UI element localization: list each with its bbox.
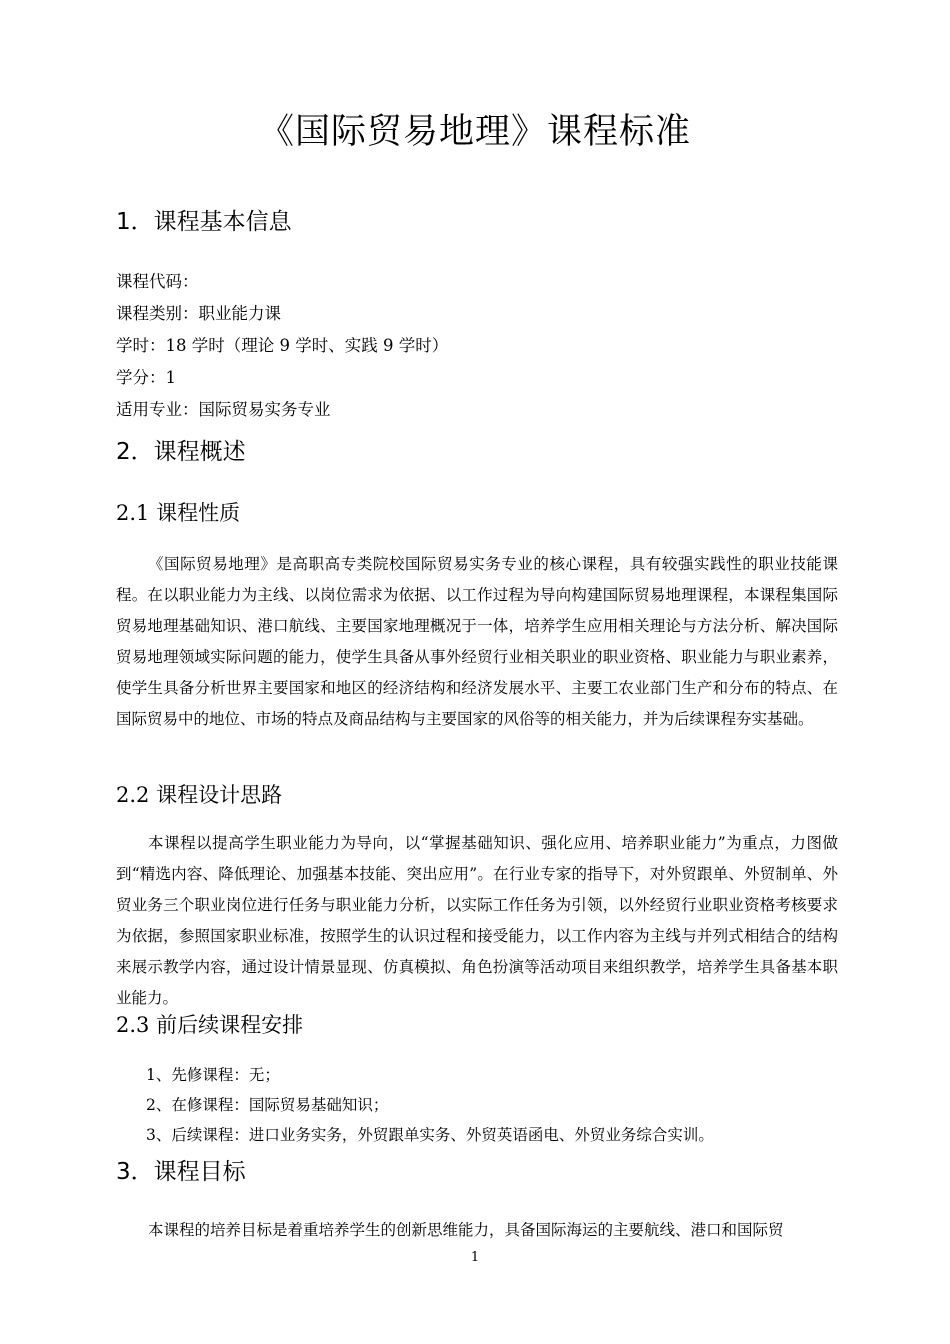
course-code-line: 课程代码： [116,272,199,291]
section-3-paragraph: 本课程的培养目标是着重培养学生的创新思维能力，具备国际海运的主要航线、港口和国际贸 [148,1221,784,1239]
course-basic-info [116,266,836,426]
section-2-1-paragraph: 《国际贸易地理》是高职高专类院校国际贸易实务专业的核心课程，具有较强实践性的职业技能课程。在以职业能力为主线、以岗位需求为依据、以工作过程为导向构建国际贸易地理课程，本课程集国际贸易地理基础知识、港口航线、主要国家地理概况于一体，培养学生应用相关理论与方法分析、解决国际贸易地理领域实际问题的能力，使学生具备从事外经贸行业相关职业的职业资格、职业能力与职业素养，使学生具备分析世界主要国家和地区的经济结构和经济发展水平、主要工农业部门生产和分布的特点、在国际贸易中的地位、市场的特点及商品结构与主要国家的风俗等的相关能力，并为后续课程夯实基础。 [116,555,838,728]
course-category-line: 课程类别：职业能力课 [116,304,281,323]
section-1-heading: 1．课程基本信息 [116,209,292,235]
section-2-heading: 2．课程概述 [116,439,246,465]
document-title: 《国际贸易地理》课程标准 [258,112,691,152]
list-item: 3、后续课程：进口业务实务，外贸跟单实务、外贸英语函电、外贸业务综合实训。 [146,1126,714,1144]
section-3-heading: 3．课程目标 [116,1159,246,1185]
course-major-line: 适用专业：国际贸易实务专业 [116,400,331,419]
course-credits-line: 学分：1 [116,368,176,387]
course-hours-line: 学时：18 学时（理论 9 学时、实践 9 学时） [116,336,449,355]
page-number: 1 [470,1250,480,1265]
prerequisite-course-list [146,1060,846,1150]
section-2-2-paragraph: 本课程以提高学生职业能力为导向，以“掌握基础知识、强化应用、培养职业能力”为重点，力图做到“精选内容、降低理论、加强基本技能、突出应用”。在行业专家的指导下，对外贸跟单、外贸制单、外贸业务三个职业岗位进行任务与职业能力分析，以实际工作任务为引领，以外经贸行业职业资格考核要求为依据，参照国家职业标准，按照学生的认识过程和接受能力，以工作内容为主线与并列式相结合的结构来展示教学内容，通过设计情景显现、仿真模拟、角色扮演等活动项目来组织教学，培养学生具备基本职业能力。 [116,834,838,1007]
section-2-3-heading: 2.3 前后续课程安排 [116,1013,304,1037]
list-item: 2、在修课程：国际贸易基础知识； [146,1096,389,1114]
list-item: 1、先修课程：无； [146,1066,280,1084]
section-2-1-heading: 2.1 课程性质 [116,501,241,525]
section-2-2-heading: 2.2 课程设计思路 [116,783,283,807]
